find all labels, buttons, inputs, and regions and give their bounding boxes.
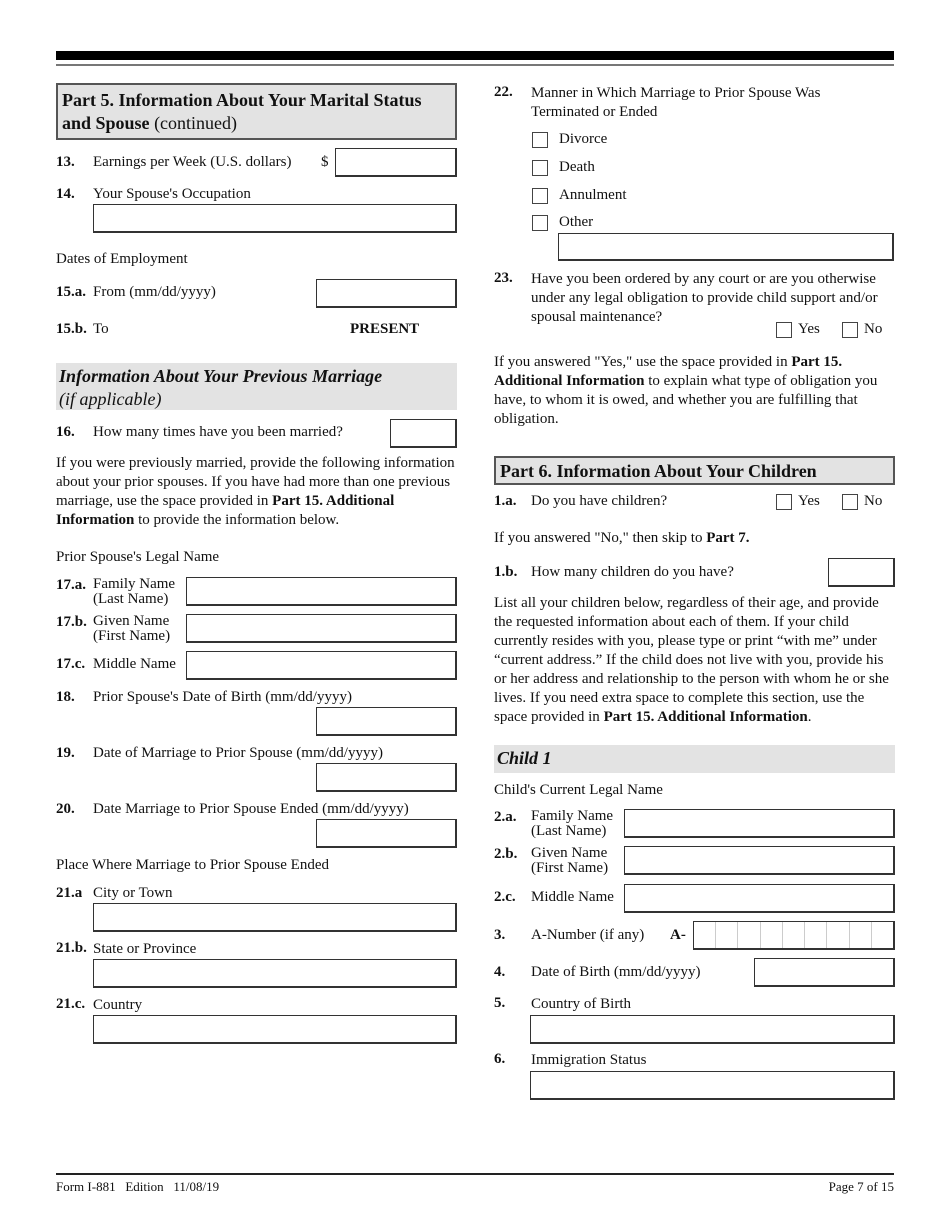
other-manner-input[interactable]	[558, 233, 894, 261]
dates-of-employment-heading: Dates of Employment	[56, 251, 188, 267]
a-number-cell	[827, 922, 849, 948]
marriage-date-input[interactable]	[316, 763, 457, 792]
child-country-of-birth-input[interactable]	[530, 1015, 895, 1044]
a-number-cell	[850, 922, 872, 948]
death-label: Death	[559, 159, 595, 175]
prior-spouse-given-name-input[interactable]	[186, 614, 457, 643]
q4-number: 4.	[494, 964, 506, 980]
q13-label: Earnings per Week (U.S. dollars)	[93, 154, 292, 170]
q21c-label: Country	[93, 997, 143, 1013]
part5-title: Part 5. Information About Your Marital Status	[62, 90, 422, 110]
q5-label: Country of Birth	[531, 996, 631, 1012]
q3-label: A-Number (if any)	[531, 927, 645, 943]
q22-label-line2: Terminated or Ended	[531, 104, 658, 120]
q17b-label	[93, 614, 170, 644]
q22-number: 22.	[494, 84, 513, 100]
children-no-label: No	[864, 493, 883, 509]
marriage-ended-date-input[interactable]	[316, 819, 457, 848]
a-number-cell	[738, 922, 760, 948]
part6-header	[494, 456, 895, 485]
q2a-label-line2: (Last Name)	[531, 823, 607, 839]
q14-label: Your Spouse's Occupation	[93, 186, 251, 202]
q6-number: 6.	[494, 1051, 506, 1067]
q2b-label-line2: (First Name)	[531, 860, 609, 876]
q17a-number: 17.a.	[56, 577, 86, 593]
part6-title: Part 6. Information About Your Children	[500, 461, 817, 481]
skip-note	[494, 530, 750, 547]
employment-to-value: PRESENT	[350, 321, 420, 337]
skip-note-part7-ref: Part 7.	[706, 530, 750, 546]
yes-note-part15-ref: Part 15. Additional Information	[494, 354, 843, 389]
place-marriage-ended-heading: Place Where Marriage to Prior Spouse Ended	[56, 857, 329, 873]
q2b-label	[531, 846, 608, 876]
annulment-checkbox[interactable]	[532, 188, 548, 204]
q15a-number: 15.a.	[56, 284, 86, 300]
child-given-name-input[interactable]	[624, 846, 895, 875]
q16-number: 16.	[56, 424, 75, 440]
a-number-cell	[783, 922, 805, 948]
q2a-label-line1: Family Name	[531, 808, 614, 824]
q2b-number: 2.b.	[494, 846, 518, 862]
times-married-input[interactable]	[390, 419, 457, 448]
q3-number: 3.	[494, 927, 506, 943]
earnings-per-week-input[interactable]	[335, 148, 457, 177]
other-checkbox[interactable]	[532, 215, 548, 231]
instructions-part15-ref: Part 15. Additional Information	[56, 493, 395, 528]
q1a-label: Do you have children?	[531, 493, 668, 509]
q21a-number: 21.a	[56, 885, 83, 901]
q20-label: Date Marriage to Prior Spouse Ended (mm/dd/yyyy)	[93, 801, 409, 817]
support-yes-note	[494, 353, 896, 429]
q23-label-line1: Have you been ordered by any court or are you otherwise	[531, 271, 876, 287]
support-yes-label: Yes	[798, 321, 820, 337]
a-number-cell	[872, 922, 893, 948]
q17a-label-line2: (Last Name)	[93, 591, 169, 607]
number-of-children-input[interactable]	[828, 558, 895, 587]
q23-label	[531, 270, 878, 327]
q15a-label: From (mm/dd/yyyy)	[93, 284, 216, 300]
q13-number: 13.	[56, 154, 75, 170]
q14-number: 14.	[56, 186, 75, 202]
q21a-label: City or Town	[93, 885, 173, 901]
support-no-checkbox[interactable]	[842, 322, 858, 338]
q2a-label	[531, 809, 613, 839]
prior-spouse-dob-input[interactable]	[316, 707, 457, 736]
q6-label: Immigration Status	[531, 1052, 647, 1068]
q19-label: Date of Marriage to Prior Spouse (mm/dd/yyyy)	[93, 745, 383, 761]
q18-number: 18.	[56, 689, 75, 705]
children-list-instructions	[494, 594, 898, 727]
yes-note-text-end: to explain what type of obligation you have, to whom it is owed, and whether you are fulfilling that obligation.	[494, 373, 878, 427]
country-input[interactable]	[93, 1015, 457, 1044]
prior-spouse-middle-name-input[interactable]	[186, 651, 457, 680]
support-yes-checkbox[interactable]	[776, 322, 792, 338]
part5-title-line2: and Spouse	[62, 113, 150, 133]
q2c-label: Middle Name	[531, 889, 614, 905]
q5-number: 5.	[494, 995, 506, 1011]
children-instructions-part15-ref: Part 15. Additional Information	[603, 709, 808, 725]
q2a-number: 2.a.	[494, 809, 517, 825]
spouse-occupation-input[interactable]	[93, 204, 457, 233]
a-number-cell	[805, 922, 827, 948]
skip-note-text: If you answered "No," then skip to	[494, 530, 707, 546]
q1a-number: 1.a.	[494, 493, 517, 509]
q22-label	[531, 84, 820, 122]
q21b-number: 21.b.	[56, 940, 87, 956]
q21c-number: 21.c.	[56, 996, 86, 1012]
q17a-label-line1: Family Name	[93, 576, 176, 592]
child-immigration-status-input[interactable]	[530, 1071, 895, 1100]
previous-marriage-title: Information About Your Previous Marriage	[59, 366, 383, 386]
prior-spouse-name-heading: Prior Spouse's Legal Name	[56, 549, 220, 565]
prior-spouse-family-name-input[interactable]	[186, 577, 457, 606]
instructions-text: If you were previously married, provide the following information about your prior spouses. If you have had more than one previous marriage, use the space provided in	[56, 455, 455, 509]
support-no-label: No	[864, 321, 883, 337]
annulment-label: Annulment	[559, 187, 627, 203]
q2b-label-line1: Given Name	[531, 845, 608, 861]
q19-number: 19.	[56, 745, 75, 761]
city-or-town-input[interactable]	[93, 903, 457, 932]
child1-header	[494, 745, 895, 773]
q17c-label: Middle Name	[93, 656, 176, 672]
q17b-label-line2: (First Name)	[93, 628, 171, 644]
q1b-number: 1.b.	[494, 564, 518, 580]
q23-label-line2: under any legal obligation to provide child support and/or	[531, 290, 878, 306]
employment-from-date-input[interactable]	[316, 279, 457, 308]
instructions-text-end: to provide the information below.	[134, 512, 340, 528]
yes-note-text: If you answered "Yes," use the space provided in	[494, 354, 792, 370]
header-thick-rule	[56, 51, 894, 60]
q2c-number: 2.c.	[494, 889, 516, 905]
children-yes-checkbox[interactable]	[776, 494, 792, 510]
q17b-number: 17.b.	[56, 614, 87, 630]
q22-label-line1: Manner in Which Marriage to Prior Spouse Was	[531, 85, 821, 101]
header-thin-rule	[56, 64, 894, 66]
q18-label: Prior Spouse's Date of Birth (mm/dd/yyyy)	[93, 689, 352, 705]
a-number-prefix: A-	[670, 927, 686, 943]
q15b-label: To	[93, 321, 109, 337]
a-number-cell	[716, 922, 738, 948]
q4-label: Date of Birth (mm/dd/yyyy)	[531, 964, 701, 980]
q17c-number: 17.c.	[56, 656, 86, 672]
q21b-label: State or Province	[93, 941, 197, 957]
other-label: Other	[559, 214, 594, 230]
q23-number: 23.	[494, 270, 513, 286]
child-family-name-input[interactable]	[624, 809, 895, 838]
q16-label: How many times have you been married?	[93, 424, 343, 440]
a-number-input[interactable]	[693, 921, 895, 950]
divorce-checkbox[interactable]	[532, 132, 548, 148]
footer-rule	[56, 1173, 894, 1175]
page-number: Page 7 of 15	[828, 1179, 894, 1194]
q13-dollar-sign: $	[321, 154, 329, 170]
child-legal-name-heading: Child's Current Legal Name	[494, 782, 663, 798]
q23-label-line3: spousal maintenance?	[531, 309, 663, 325]
children-no-checkbox[interactable]	[842, 494, 858, 510]
form-edition: Form I-881 Edition 11/08/19	[56, 1179, 220, 1194]
child-middle-name-input[interactable]	[624, 884, 895, 913]
a-number-cell	[694, 922, 716, 948]
part5-header	[56, 83, 457, 140]
previous-marriage-instructions	[56, 454, 456, 530]
q17a-label	[93, 577, 175, 607]
previous-marriage-subtitle: (if applicable)	[59, 389, 162, 409]
children-instructions-end: .	[807, 709, 812, 725]
children-yes-label: Yes	[798, 493, 820, 509]
q20-number: 20.	[56, 801, 75, 817]
part5-title-continued: (continued)	[149, 113, 238, 133]
q17b-label-line1: Given Name	[93, 613, 170, 629]
q1b-label: How many children do you have?	[531, 564, 734, 580]
q15b-number: 15.b.	[56, 321, 87, 337]
a-number-cell	[761, 922, 783, 948]
child-dob-input[interactable]	[754, 958, 895, 987]
divorce-label: Divorce	[559, 131, 608, 147]
death-checkbox[interactable]	[532, 160, 548, 176]
state-or-province-input[interactable]	[93, 959, 457, 988]
child1-title: Child 1	[497, 748, 552, 768]
previous-marriage-header	[56, 363, 457, 410]
children-instructions-text: List all your children below, regardless of their age, and provide the requested information about each of them. If your child currently resides with you, please type or print “with me” under “current address.” If the child does not live with you, provide his or her address and relationship to the person with whom he or she lives. If you need extra space to complete this section, use the space provided in	[494, 595, 889, 725]
